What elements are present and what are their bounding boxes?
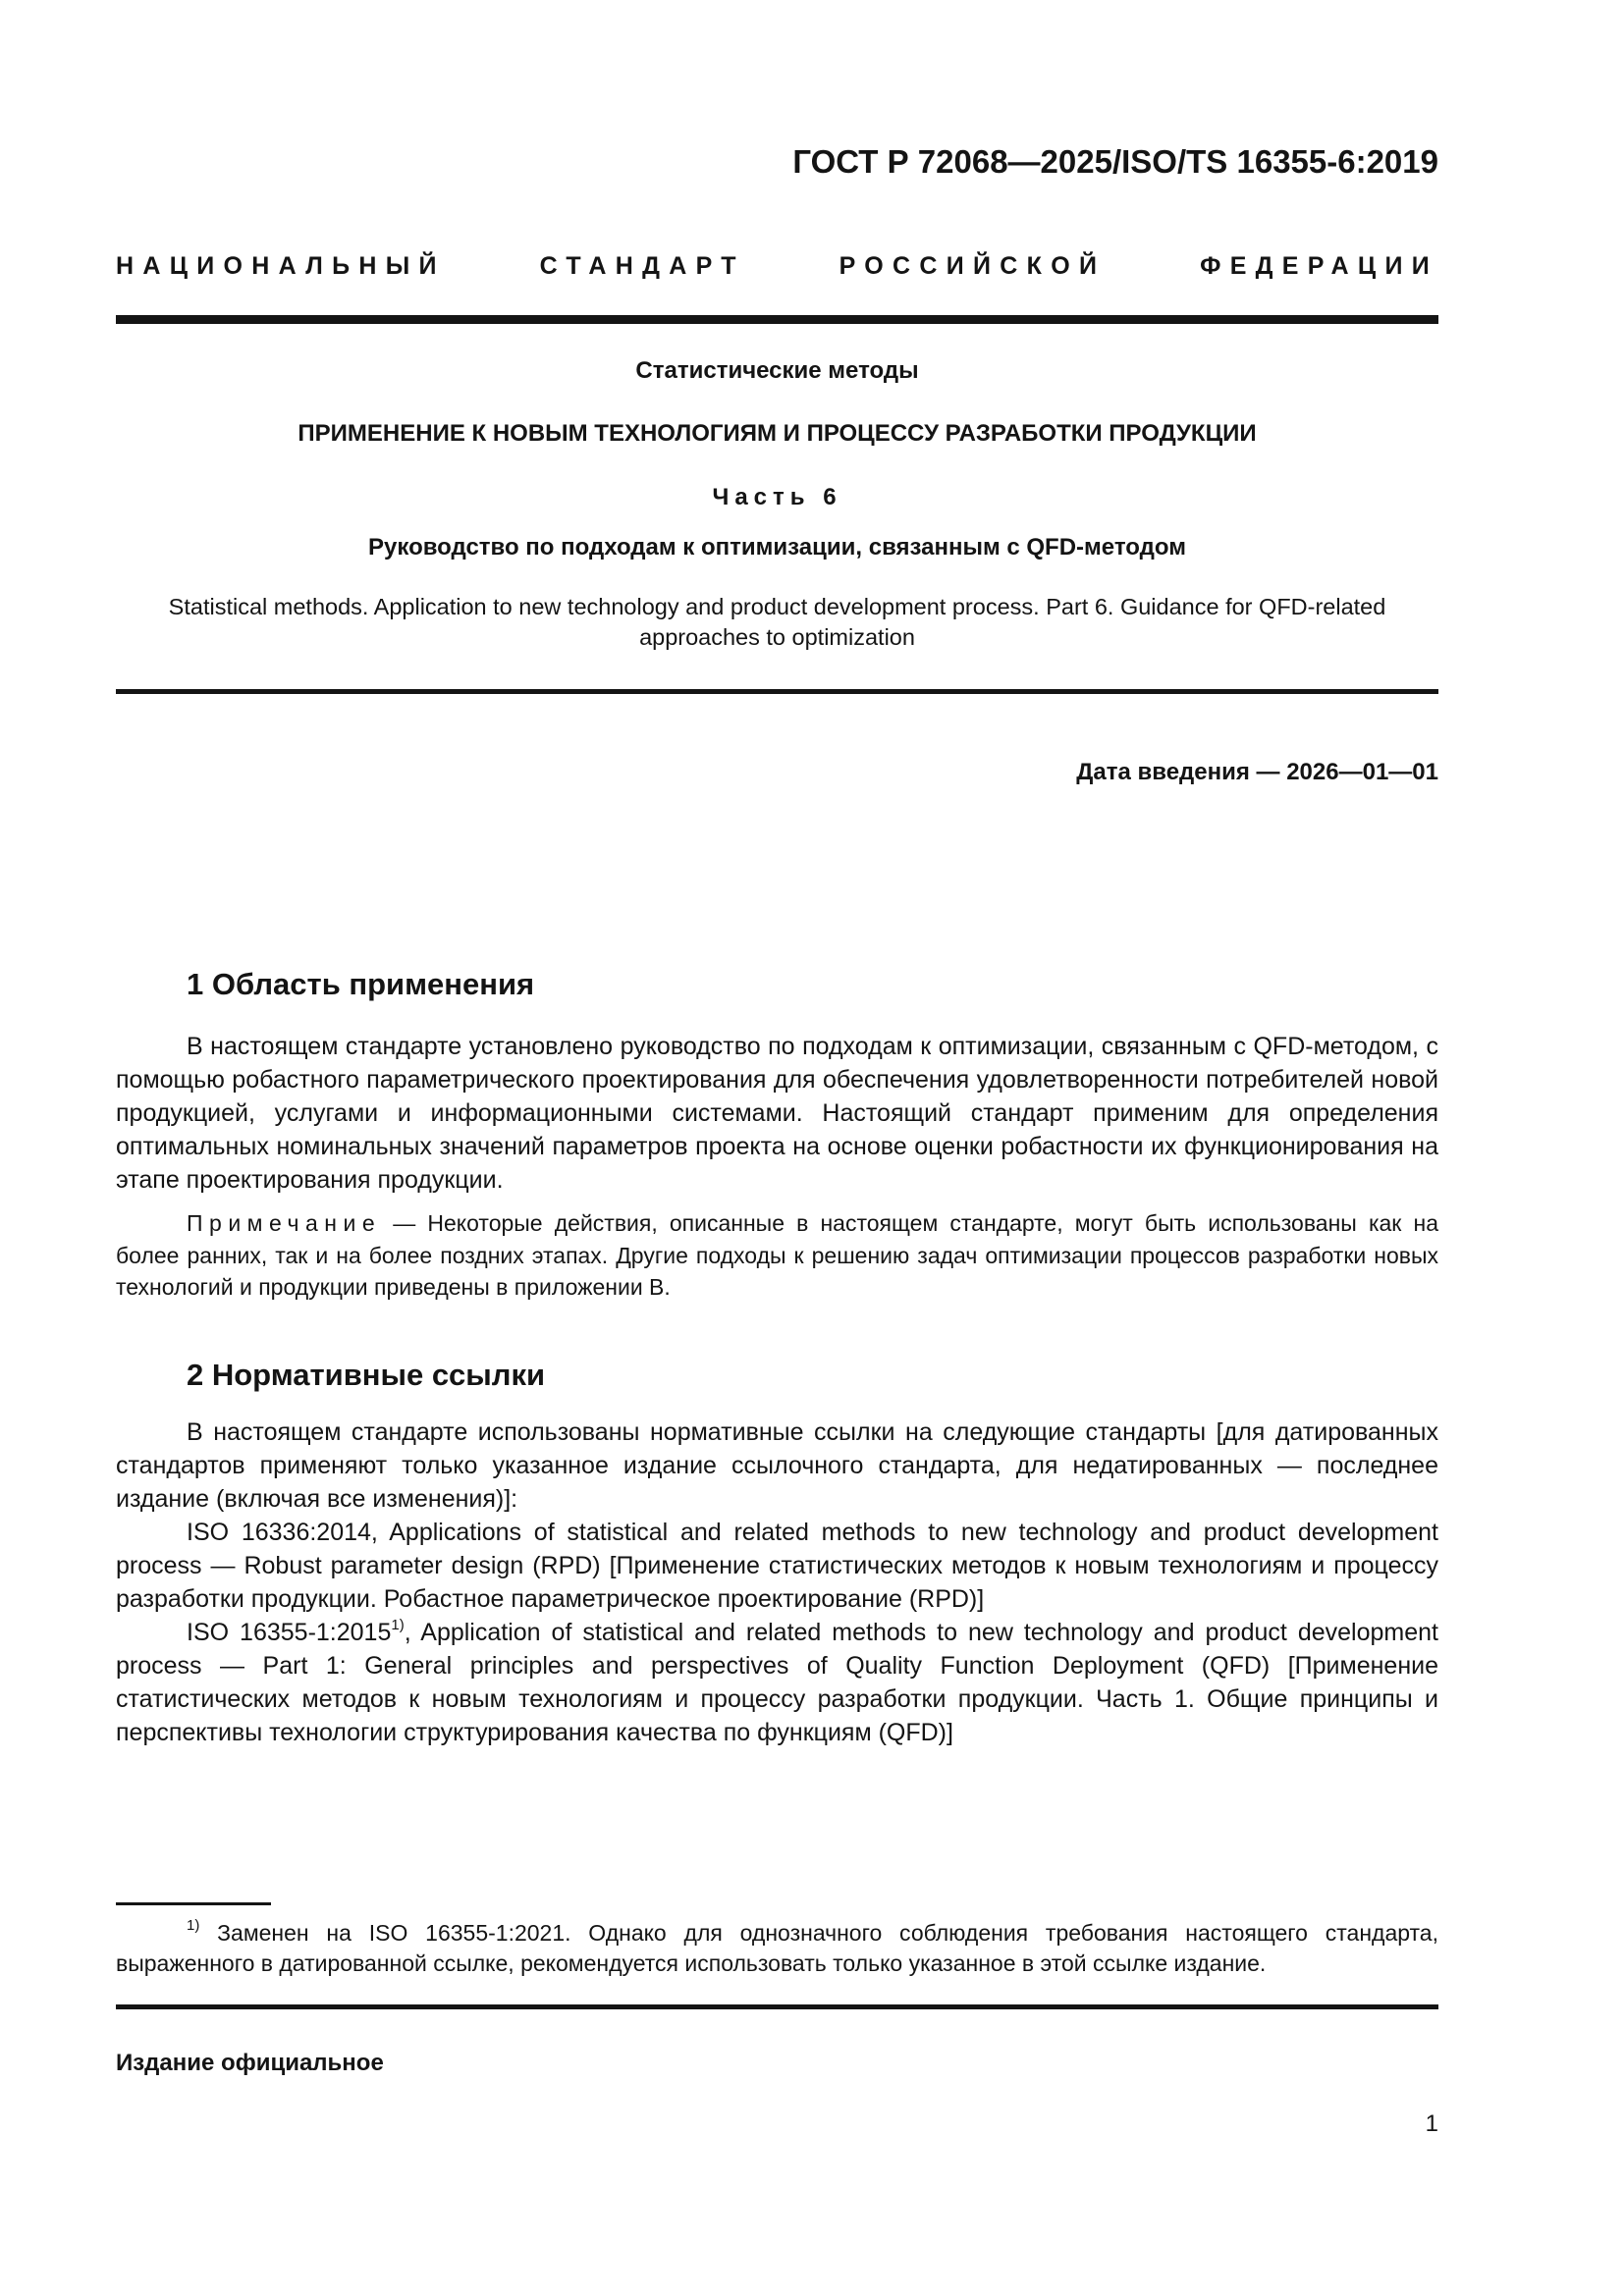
note-label: Примечание <box>187 1210 382 1236</box>
section-1-paragraph: В настоящем стандарте установлено руководство по подходам к оптимизации, связанным с QFD-методом, с помощью робастного параметрического проектирования для обеспечения удовлетворенности потребителей новой продукцией, услугами и информационными системами. Настоящий стандарт применим для определения оптимальных номинальных значений параметров проекта на основе оценки робастности их функционирования на этапе проектирования продукции. <box>116 1033 1438 1194</box>
reference-item <box>116 1516 1438 1616</box>
introduction-date: Дата введения — 2026—01—01 <box>1076 759 1438 785</box>
document-code: ГОСТ Р 72068—2025/ISO/TS 16355-6:2019 <box>792 143 1438 180</box>
footnote-text: Заменен на ISO 16355-1:2021. Однако для однозначного соблюдения требования настоящего стандарта, выраженного в датированной ссылке, рекомендуется использовать только указанное в этой ссылке издание. <box>116 1920 1438 1976</box>
note-text: — Некоторые действия, описанные в настоящем стандарте, могут быть использованы как на более ранних, так и на более поздних этапах. Другие подходы к решению задач оптимизации процессов разработки новых технологий и продукции приведены в приложении В. <box>116 1210 1438 1300</box>
footnote <box>116 1918 1438 1979</box>
part-title: Руководство по подходам к оптимизации, связанным с QFD-методом <box>368 534 1186 561</box>
footer-rule <box>116 2004 1438 2009</box>
reference-code: ISO 16336:2014 <box>187 1519 371 1546</box>
official-edition-label: Издание официальное <box>116 2050 384 2076</box>
section-2-heading: 2 Нормативные ссылки <box>187 1358 546 1392</box>
footnote-separator <box>116 1902 271 1905</box>
header-rule <box>116 315 1438 324</box>
part-label: Часть 6 <box>712 484 842 510</box>
section-1-heading: 1 Область применения <box>187 967 535 1001</box>
group-title: Статистические методы <box>635 357 919 384</box>
footnote-marker[interactable]: 1) <box>391 1617 405 1633</box>
section-2-paragraph: В настоящем стандарте использованы нормативные ссылки на следующие стандарты [для датированных стандартов применяют только указанное издание ссылочного стандарта, для недатированных — последнее издание (включая все изменения)]: <box>116 1418 1438 1513</box>
reference-item <box>116 1616 1438 1749</box>
national-standard-banner: НАЦИОНАЛЬНЫЙ СТАНДАРТ РОССИЙСКОЙ ФЕДЕРАЦИИ <box>116 252 1438 280</box>
footnote-mark: 1) <box>187 1917 200 1934</box>
reference-code: ISO 16355-1:2015 <box>187 1619 392 1646</box>
reference-text: , Application of statistical and related methods to new technology and product development process — Part 1: General principles and perspectives of Quality Function Deployment (QFD) [Применение статистических методов к новым технологиям и процессу разработки продукции. Часть 1. Общие принципы и перспективы технологии структурирования качества по функциям (QFD)] <box>116 1619 1438 1746</box>
reference-text: , Applications of statistical and related methods to new technology and product development process — Robust parameter design (RPD) [Применение статистических методов к новым технологиям и процессу разработки продукции. Робастное параметрическое проектирование (RPD)] <box>116 1519 1438 1613</box>
section-1-body <box>116 1030 1438 1197</box>
page-number: 1 <box>1425 2110 1438 2137</box>
english-title: Statistical methods. Application to new technology and product development process. Part 6. Guidance for QFD-related approaches to optimization <box>168 594 1386 650</box>
section-2-body <box>116 1415 1438 1749</box>
main-title: ПРИМЕНЕНИЕ К НОВЫМ ТЕХНОЛОГИЯМ И ПРОЦЕССУ РАЗРАБОТКИ ПРОДУКЦИИ <box>298 420 1257 447</box>
section-1-note <box>116 1207 1438 1304</box>
title-block-rule <box>116 689 1438 694</box>
